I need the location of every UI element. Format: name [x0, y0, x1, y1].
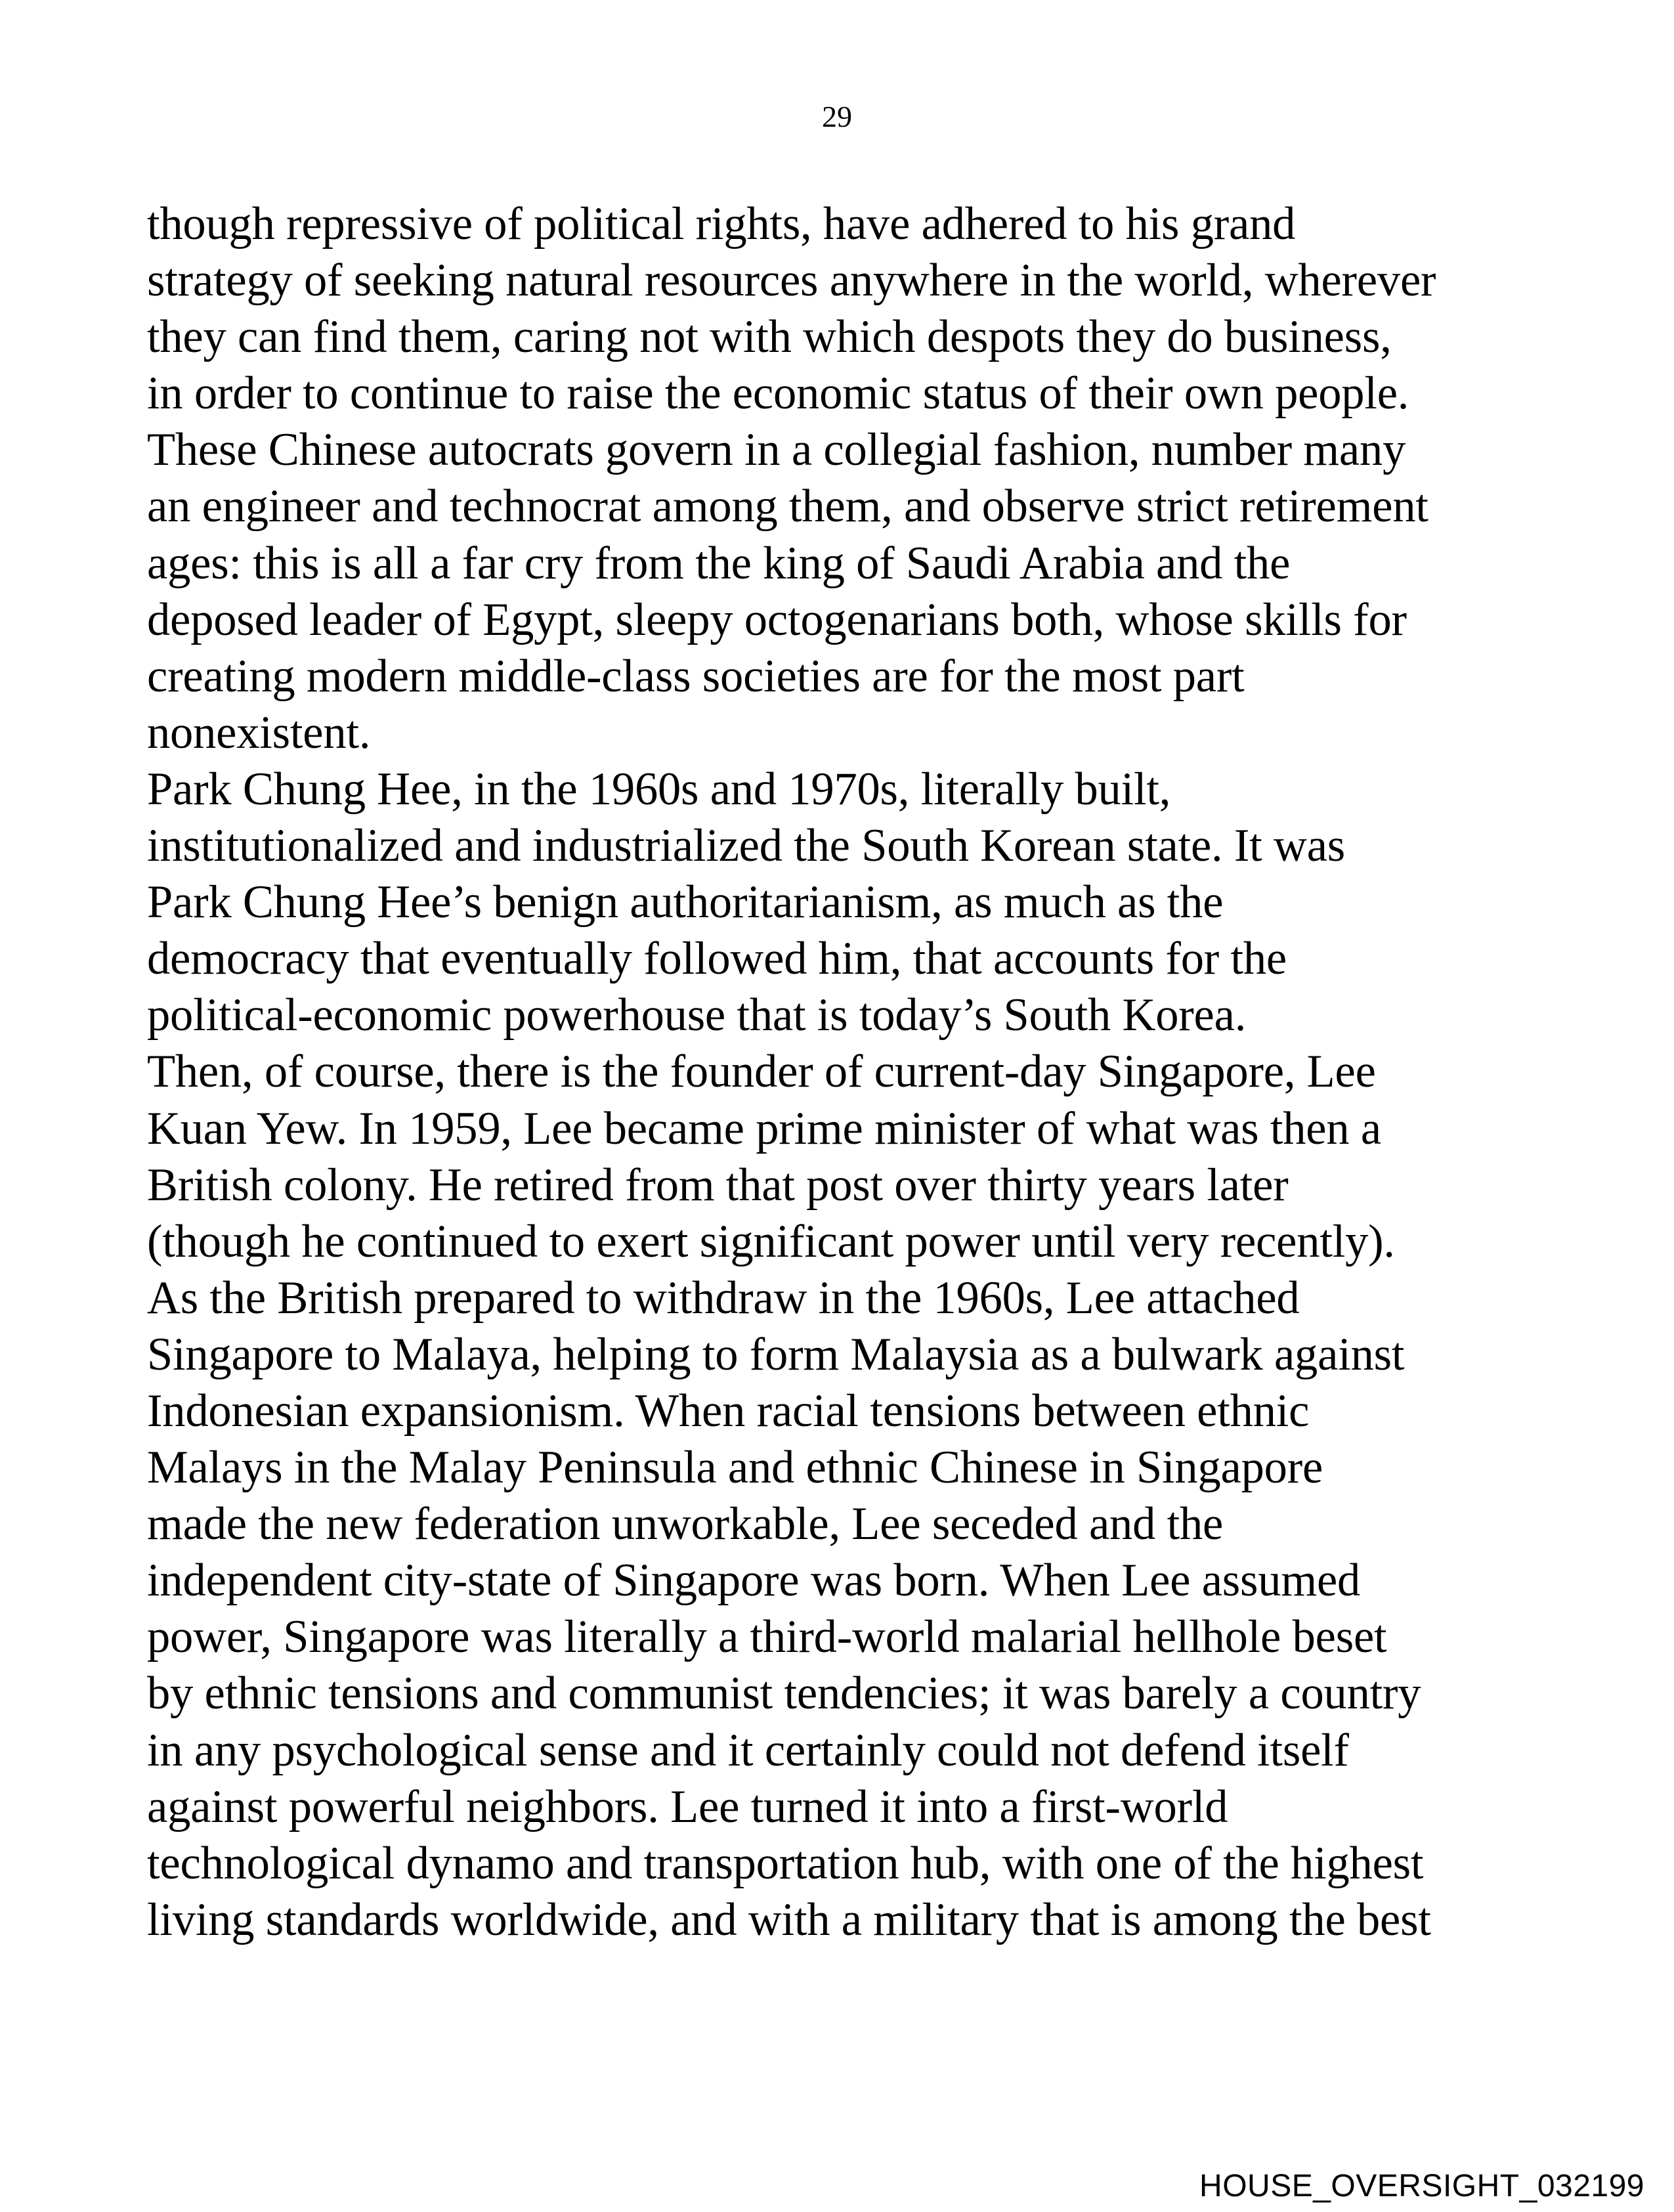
text-line: Park Chung Hee, in the 1960s and 1970s, literally built, — [147, 763, 1171, 815]
text-line: British colony. He retired from that post over thirty years later — [147, 1159, 1289, 1211]
text-line: against powerful neighbors. Lee turned it into a first-world — [147, 1781, 1228, 1832]
text-line: strategy of seeking natural resources anywhere in the world, wherever — [147, 255, 1436, 307]
text-line: an engineer and technocrat among them, and observe strict retirement — [147, 481, 1428, 532]
paragraph-china — [147, 196, 1591, 761]
page-number: 29 — [822, 100, 852, 133]
text-line: Then, of course, there is the founder of current-day Singapore, Lee — [147, 1046, 1376, 1098]
paragraph-singapore — [147, 1043, 1591, 1948]
text-line: These Chinese autocrats govern in a collegial fashion, number many — [147, 424, 1406, 476]
text-line: deposed leader of Egypt, sleepy octogenarians both, whose skills for — [147, 594, 1407, 645]
text-line: independent city-state of Singapore was born. When Lee assumed — [147, 1555, 1361, 1607]
text-line: by ethnic tensions and communist tendencies; it was barely a country — [147, 1668, 1421, 1720]
text-line: As the British prepared to withdraw in the 1960s, Lee attached — [147, 1272, 1300, 1324]
text-line: ages: this is all a far cry from the king of Saudi Arabia and the — [147, 537, 1291, 589]
text-line: Park Chung Hee’s benign authoritarianism, as much as the — [147, 877, 1224, 928]
text-line: in any psychological sense and it certainly could not defend itself — [147, 1724, 1349, 1776]
text-line: (though he continued to exert significant power until very recently). — [147, 1215, 1395, 1267]
body-text — [147, 196, 1591, 1948]
text-line: technological dynamo and transportation hub, with one of the highest — [147, 1837, 1424, 1889]
text-line: living standards worldwide, and with a military that is among the best — [147, 1894, 1431, 1945]
text-line: creating modern middle-class societies are for the most part — [147, 650, 1245, 702]
text-line: power, Singapore was literally a third-world malarial hellhole beset — [147, 1611, 1387, 1663]
text-line: Malays in the Malay Peninsula and ethnic Chinese in Singapore — [147, 1442, 1323, 1494]
text-line: in order to continue to raise the economic status of their own people. — [147, 368, 1409, 420]
text-line: nonexistent. — [147, 706, 371, 758]
text-line: Indonesian expansionism. When racial tensions between ethnic — [147, 1385, 1310, 1437]
bates-stamp: HOUSE_OVERSIGHT_032199 — [1199, 2169, 1644, 2203]
text-line: democracy that eventually followed him, that accounts for the — [147, 933, 1287, 985]
text-line: made the new federation unworkable, Lee seceded and the — [147, 1498, 1224, 1550]
text-line: institutionalized and industrialized the South Korean state. It was — [147, 820, 1346, 872]
text-line: Singapore to Malaya, helping to form Malaysia as a bulwark against — [147, 1328, 1405, 1380]
paragraph-south-korea — [147, 761, 1591, 1043]
text-line: political-economic powerhouse that is today’s South Korea. — [147, 989, 1247, 1041]
text-line: they can find them, caring not with which despots they do business, — [147, 311, 1392, 363]
text-line: Kuan Yew. In 1959, Lee became prime minister of what was then a — [147, 1102, 1381, 1154]
text-line: though repressive of political rights, have adhered to his grand — [147, 198, 1296, 249]
